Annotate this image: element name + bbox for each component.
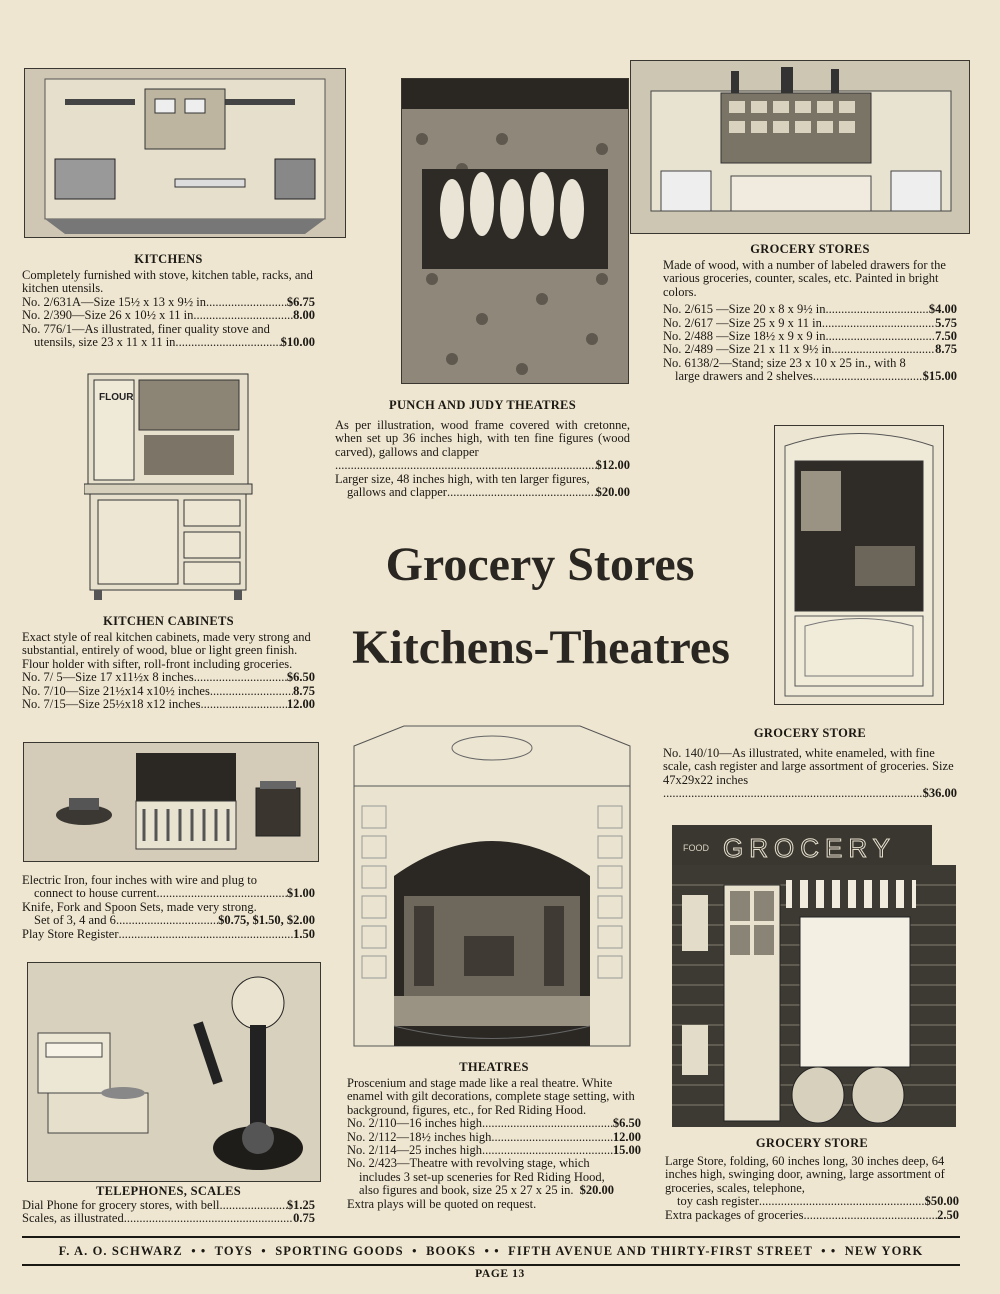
cabinets-section: [22, 614, 315, 711]
theatres-item: also figures and book, size 25 x 27 x 25 in. $20.00: [359, 1183, 614, 1198]
punch-judy-price-row: ..... $12.00: [335, 459, 630, 472]
grocery-store-cabinet-desc: No. 140/10—As illustrated, white enameled, with fine scale, cash register and large assortment of groceries. Size 47x29x22 inches: [663, 746, 954, 787]
grocery-stores-item: No. 2/617 —Size 25 x 9 x 11 in. ..... 5.75: [663, 317, 957, 330]
theatres-section: [347, 1060, 641, 1211]
telephones-item: Dial Phone for grocery stores, with bell ..... $1.25: [22, 1199, 315, 1212]
food-sign-text: FOOD: [683, 843, 709, 853]
kitchens-item: No. 2/631A—Size 15½ x 13 x 9½ in. ..... $6.75: [22, 296, 315, 309]
grocery-store-cabinet-section: [663, 726, 957, 801]
theatre-photo: [344, 706, 640, 1058]
theatres-item: No. 2/423—Theatre with revolving stage, which: [347, 1156, 590, 1171]
kitchens-desc: Completely furnished with stove, kitchen table, racks, and kitchen utensils.: [22, 268, 313, 296]
footer-text: F. A. O. SCHWARZ • • TOYS • SPORTING GOODS • BOOKS • • FIFTH AVENUE AND THIRTY-FIRST STREET • • NEW YORK: [58, 1243, 924, 1258]
kitchen-photo: [24, 68, 346, 238]
grocery-store-large-item: toy cash register ..... $50.00: [665, 1195, 959, 1208]
sets-item: Knife, Fork and Spoon Sets, made very strong.: [22, 899, 257, 914]
punch-judy-larger: Larger size, 48 inches high, with ten larger figures,: [335, 471, 590, 486]
register-item: Play Store Register ..... 1.50: [22, 928, 315, 941]
kitchens-item: No. 2/390—Size 26 x 10½ x 11 in. ..... 8.00: [22, 309, 315, 322]
grocery-stores-section: [663, 242, 957, 384]
grocery-store-large-photo: [668, 825, 956, 1130]
kitchens-item: No. 776/1—As illustrated, finer quality stove and: [22, 321, 270, 336]
grocery-sign-text: GROCERY: [723, 833, 896, 863]
punch-judy-larger-price: gallows and clapper ..... $20.00: [335, 486, 630, 499]
page-title-line1: Grocery Stores: [385, 538, 695, 591]
punch-judy-photo: [401, 78, 629, 384]
telephones-heading: TELEPHONES, SCALES: [95, 1184, 242, 1198]
grocery-store-large-section: [665, 1136, 959, 1222]
page-title-line2: Kitchens-Theatres: [352, 621, 730, 674]
cabinets-desc: Exact style of real kitchen cabinets, made very strong and substantial, entirely of wood, blue or light green finish. Flour holder with sifter, roll-front including groceries.: [22, 630, 311, 671]
theatres-heading: THEATRES: [459, 1060, 529, 1074]
cabinets-heading: KITCHEN CABINETS: [103, 614, 234, 628]
theatres-item: includes 3 set-up sceneries for Red Riding Hood,: [359, 1169, 605, 1184]
kitchens-item: utensils, size 23 x 11 x 11 in. ..... $10.00: [22, 336, 315, 349]
grocery-stores-item: No. 6138/2—Stand; size 23 x 10 x 25 in., with 8: [663, 355, 906, 370]
grocery-stores-item: No. 2/488 —Size 18½ x 9 x 9 in. ..... 7.50: [663, 330, 957, 343]
telephone-scales-photo: [27, 962, 321, 1182]
footer-bar: [22, 1236, 960, 1266]
iron-sets-section: [22, 874, 315, 941]
grocery-store-cabinet-heading: GROCERY STORE: [753, 726, 867, 740]
flour-label: FLOUR: [99, 392, 134, 403]
theatres-item: No. 2/112—18½ inches high ..... 12.00: [347, 1131, 641, 1144]
grocery-stores-item: No. 2/489 —Size 21 x 11 x 9½ in. ..... 8.75: [663, 343, 957, 356]
kitchen-cabinet-photo: [84, 370, 256, 602]
iron-item: connect to house current ..... $1.00: [22, 887, 315, 900]
grocery-store-cabinet-price-row: ..... $36.00: [663, 787, 957, 800]
grocery-store-large-item: Extra packages of groceries ..... 2.50: [665, 1209, 959, 1222]
iron-sets-register-photo: [23, 742, 319, 862]
cabinets-item: No. 7/10—Size 21½x14 x10½ inches ..... 8.75: [22, 685, 315, 698]
telephones-item: Scales, as illustrated ..... 0.75: [22, 1212, 315, 1225]
page-number: PAGE 13: [475, 1268, 525, 1280]
grocery-store-cabinet-photo: [774, 425, 944, 705]
telephones-section: [22, 1184, 315, 1226]
punch-judy-section: [335, 398, 630, 499]
punch-judy-desc: As per illustration, wood frame covered with cretonne, when set up 36 inches high, with ten fine figures (wood carved), gallows and clapper: [335, 418, 630, 459]
grocery-stores-item: No. 2/615 —Size 20 x 8 x 9½ in. ..... $4.00: [663, 303, 957, 316]
iron-item: Electric Iron, four inches with wire and plug to: [22, 873, 257, 887]
sets-item: Set of 3, 4 and 6 ..... $0.75, $1.50, $2.00: [22, 914, 315, 927]
theatres-desc: Proscenium and stage made like a real theatre. White enamel with gilt decorations, complete stage setting, with background, figures, etc., for Red Riding Hood.: [347, 1076, 635, 1117]
grocery-stores-heading: GROCERY STORES: [750, 242, 870, 256]
grocery-stores-desc: Made of wood, with a number of labeled drawers for the various groceries, counter, scales, etc. Painted in bright colors.: [663, 258, 946, 299]
grocery-stores-item: large drawers and 2 shelves ..... $15.00: [663, 370, 957, 383]
theatres-item: No. 2/110—16 inches high ..... $6.50: [347, 1117, 641, 1130]
kitchens-section: [22, 252, 315, 349]
grocery-store-large-heading: GROCERY STORE: [755, 1136, 869, 1150]
kitchens-heading: KITCHENS: [134, 252, 203, 266]
theatres-item: No. 2/114—25 inches high ..... 15.00: [347, 1144, 641, 1157]
theatres-item: Extra plays will be quoted on request.: [347, 1196, 537, 1211]
grocery-store-large-desc: Large Store, folding, 60 inches long, 30 inches deep, 64 inches high, swinging door, awning, large assortment of groceries, scales, telephone,: [665, 1154, 945, 1195]
punch-judy-heading: PUNCH AND JUDY THEATRES: [389, 398, 576, 412]
cabinets-item: No. 7/15—Size 25½x18 x12 inches ..... 12.00: [22, 698, 315, 711]
grocery-stores-photo: [630, 60, 970, 234]
cabinets-item: No. 7/ 5—Size 17 x11½x 8 inches ..... $6.50: [22, 671, 315, 684]
